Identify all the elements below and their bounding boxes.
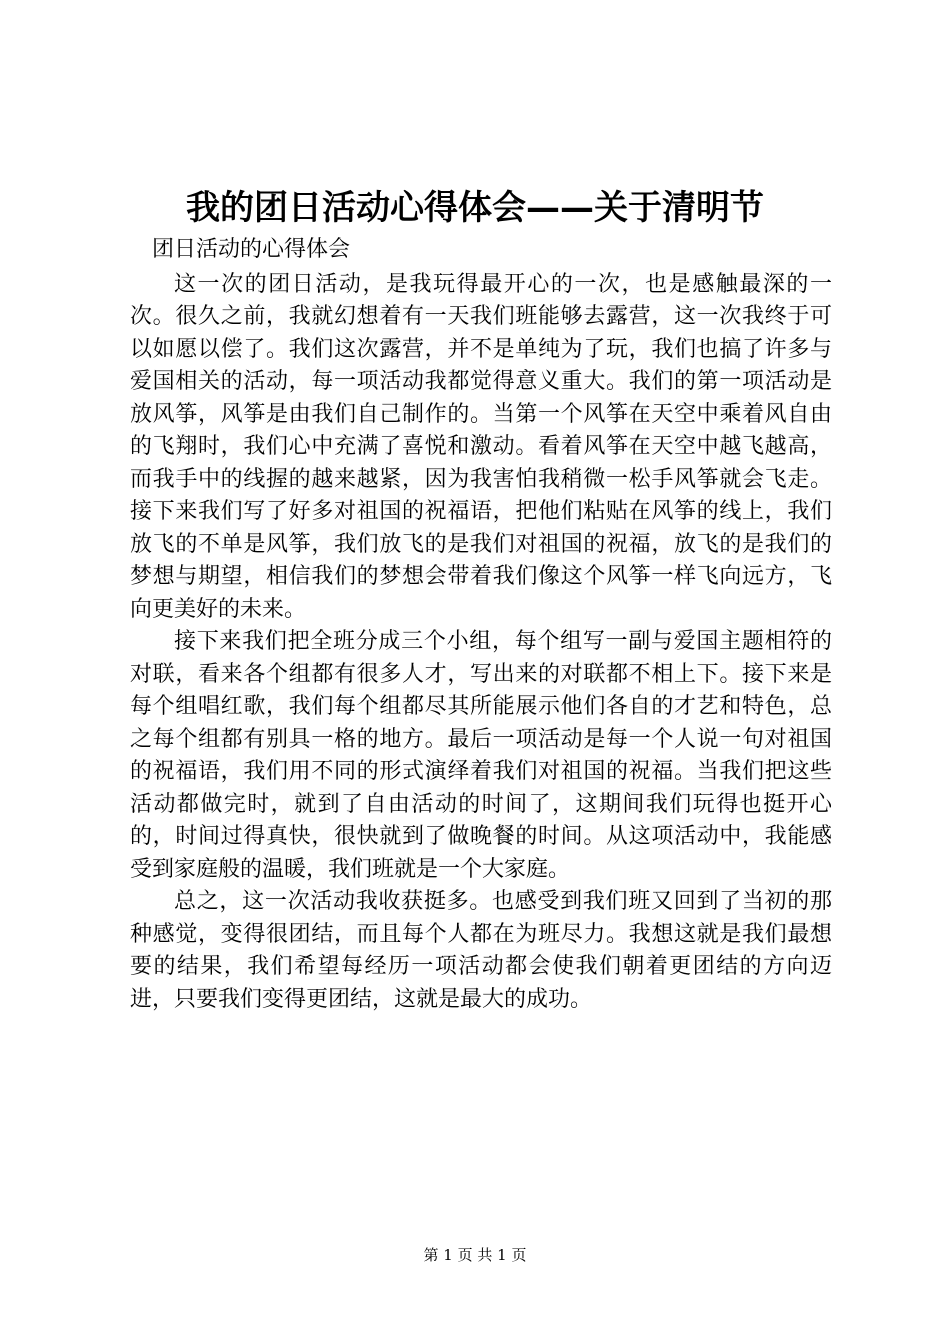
page-number-footer: 第 1 页 共 1 页 — [423, 1246, 527, 1264]
document-subtitle: 团日活动的心得体会 — [152, 237, 351, 262]
document-body — [130, 234, 832, 1016]
paragraph: 这一次的团日活动，是我玩得最开心的一次，也是感触最深的一次。很久之前，我就幻想着有一天我们班能够去露营，这一次我终于可以如愿以偿了。我们这次露营，并不是单纯为了玩，我们也搞了许多与爱国相关的活动，每一项活动我都觉得意义重大。我们的第一项活动是放风筝，风筝是由我们自己制作的。当第一个风筝在天空中乘着风自由的飞翔时，我们心中充满了喜悦和激动。看着风筝在天空中越飞越高，而我手中的线握的越来越紧，因为我害怕我稍微一松手风筝就会飞走。接下来我们写了好多对祖国的祝福语，把他们粘贴在风筝的线上，我们放飞的不单是风筝，我们放飞的是我们对祖国的祝福，放飞的是我们的梦想与期望，相信我们的梦想会带着我们像这个风筝一样飞向远方，飞向更美好的未来。 — [130, 271, 832, 622]
paragraph: 总之，这一次活动我收获挺多。也感受到我们班又回到了当初的那种感觉，变得很团结，而且每个人都在为班尽力。我想这就是我们最想要的结果，我们希望每经历一项活动都会使我们朝着更团结的方向迈进，只要我们变得更团结，这就是最大的成功。 — [130, 889, 832, 1012]
document-title: 我的团日活动心得体会——关于清明节 — [186, 188, 764, 228]
paragraph: 接下来我们把全班分成三个小组，每个组写一副与爱国主题相符的对联，看来各个组都有很多人才，写出来的对联都不相上下。接下来是每个组唱红歌，我们每个组都尽其所能展示他们各自的才艺和特色，总之每个组都有别具一格的地方。最后一项活动是每一个人说一句对祖国的祝福语，我们用不同的形式演绎着我们对祖国的祝福。当我们把这些活动都做完时，就到了自由活动的时间了，这期间我们玩得也挺开心的，时间过得真快，很快就到了做晚餐的时间。从这项活动中，我能感受到家庭般的温暖，我们班就是一个大家庭。 — [130, 629, 832, 882]
